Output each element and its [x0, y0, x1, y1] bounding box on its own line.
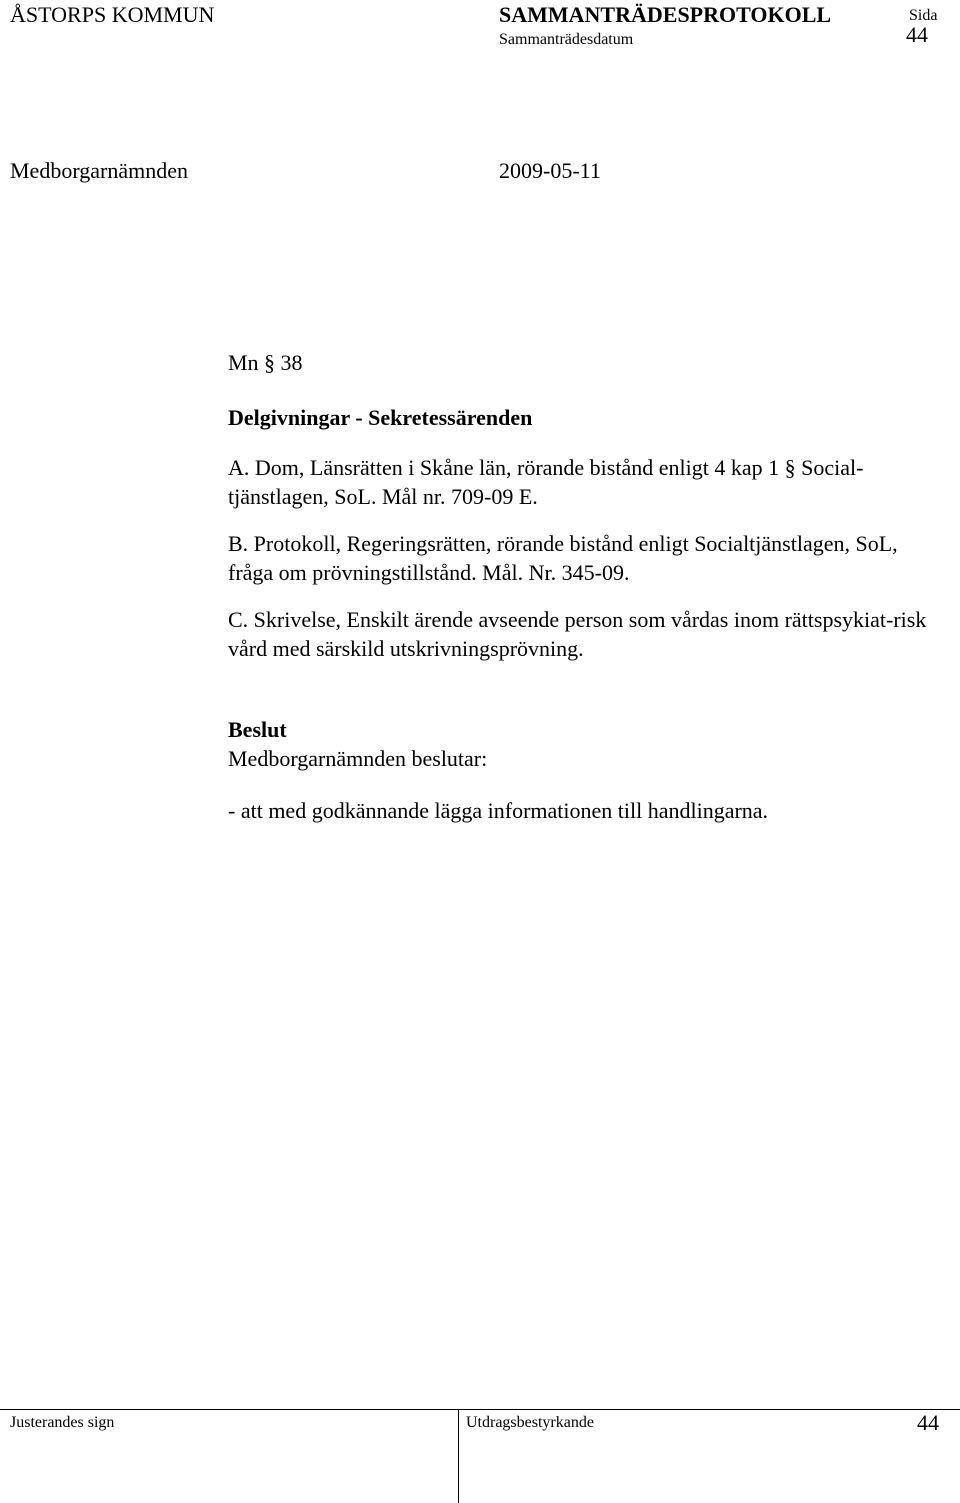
page-label: Sida [909, 7, 938, 24]
paragraph-number: Mn § 38 [228, 350, 303, 375]
list-item-c: C. Skrivelse, Enskilt ärende avseende person som vårdas inom rättspsykiat-risk vård med särskild utskrivningsprövning. [228, 607, 927, 661]
meeting-date-label: Sammanträdesdatum [499, 31, 634, 48]
section-title: Delgivningar - Sekretessärenden [228, 405, 533, 430]
footer-column-divider [458, 1409, 459, 1503]
meeting-date: 2009-05-11 [499, 158, 601, 183]
organization-name: ÅSTORPS KOMMUN [10, 2, 215, 27]
protocol-section [228, 348, 943, 825]
list-item-b: B. Protokoll, Regeringsrätten, rörande bistånd enligt Socialtjänstlagen, SoL, fråga om prövningstillstånd. Mål. Nr. 345-09. [228, 531, 898, 585]
footer-page-number: 44 [917, 1410, 939, 1435]
list-item-a: A. Dom, Länsrätten i Skåne län, rörande bistånd enligt 4 kap 1 § Social-tjänstlagen, SoL. Mål nr. 709-09 E. [228, 455, 864, 509]
signature-label: Justerandes sign [10, 1414, 115, 1431]
page-number: 44 [906, 22, 928, 47]
extract-certification-label: Utdragsbestyrkande [466, 1414, 594, 1431]
footer-divider [0, 1409, 960, 1410]
decision-heading: Beslut [228, 717, 287, 742]
decision-intro: Medborgarnämnden beslutar: [228, 746, 488, 771]
decision-text: - att med godkännande lägga informationen till handlingarna. [228, 798, 769, 823]
committee-name: Medborgarnämnden [10, 158, 188, 183]
document-type: SAMMANTRÄDESPROTOKOLL [499, 2, 832, 27]
